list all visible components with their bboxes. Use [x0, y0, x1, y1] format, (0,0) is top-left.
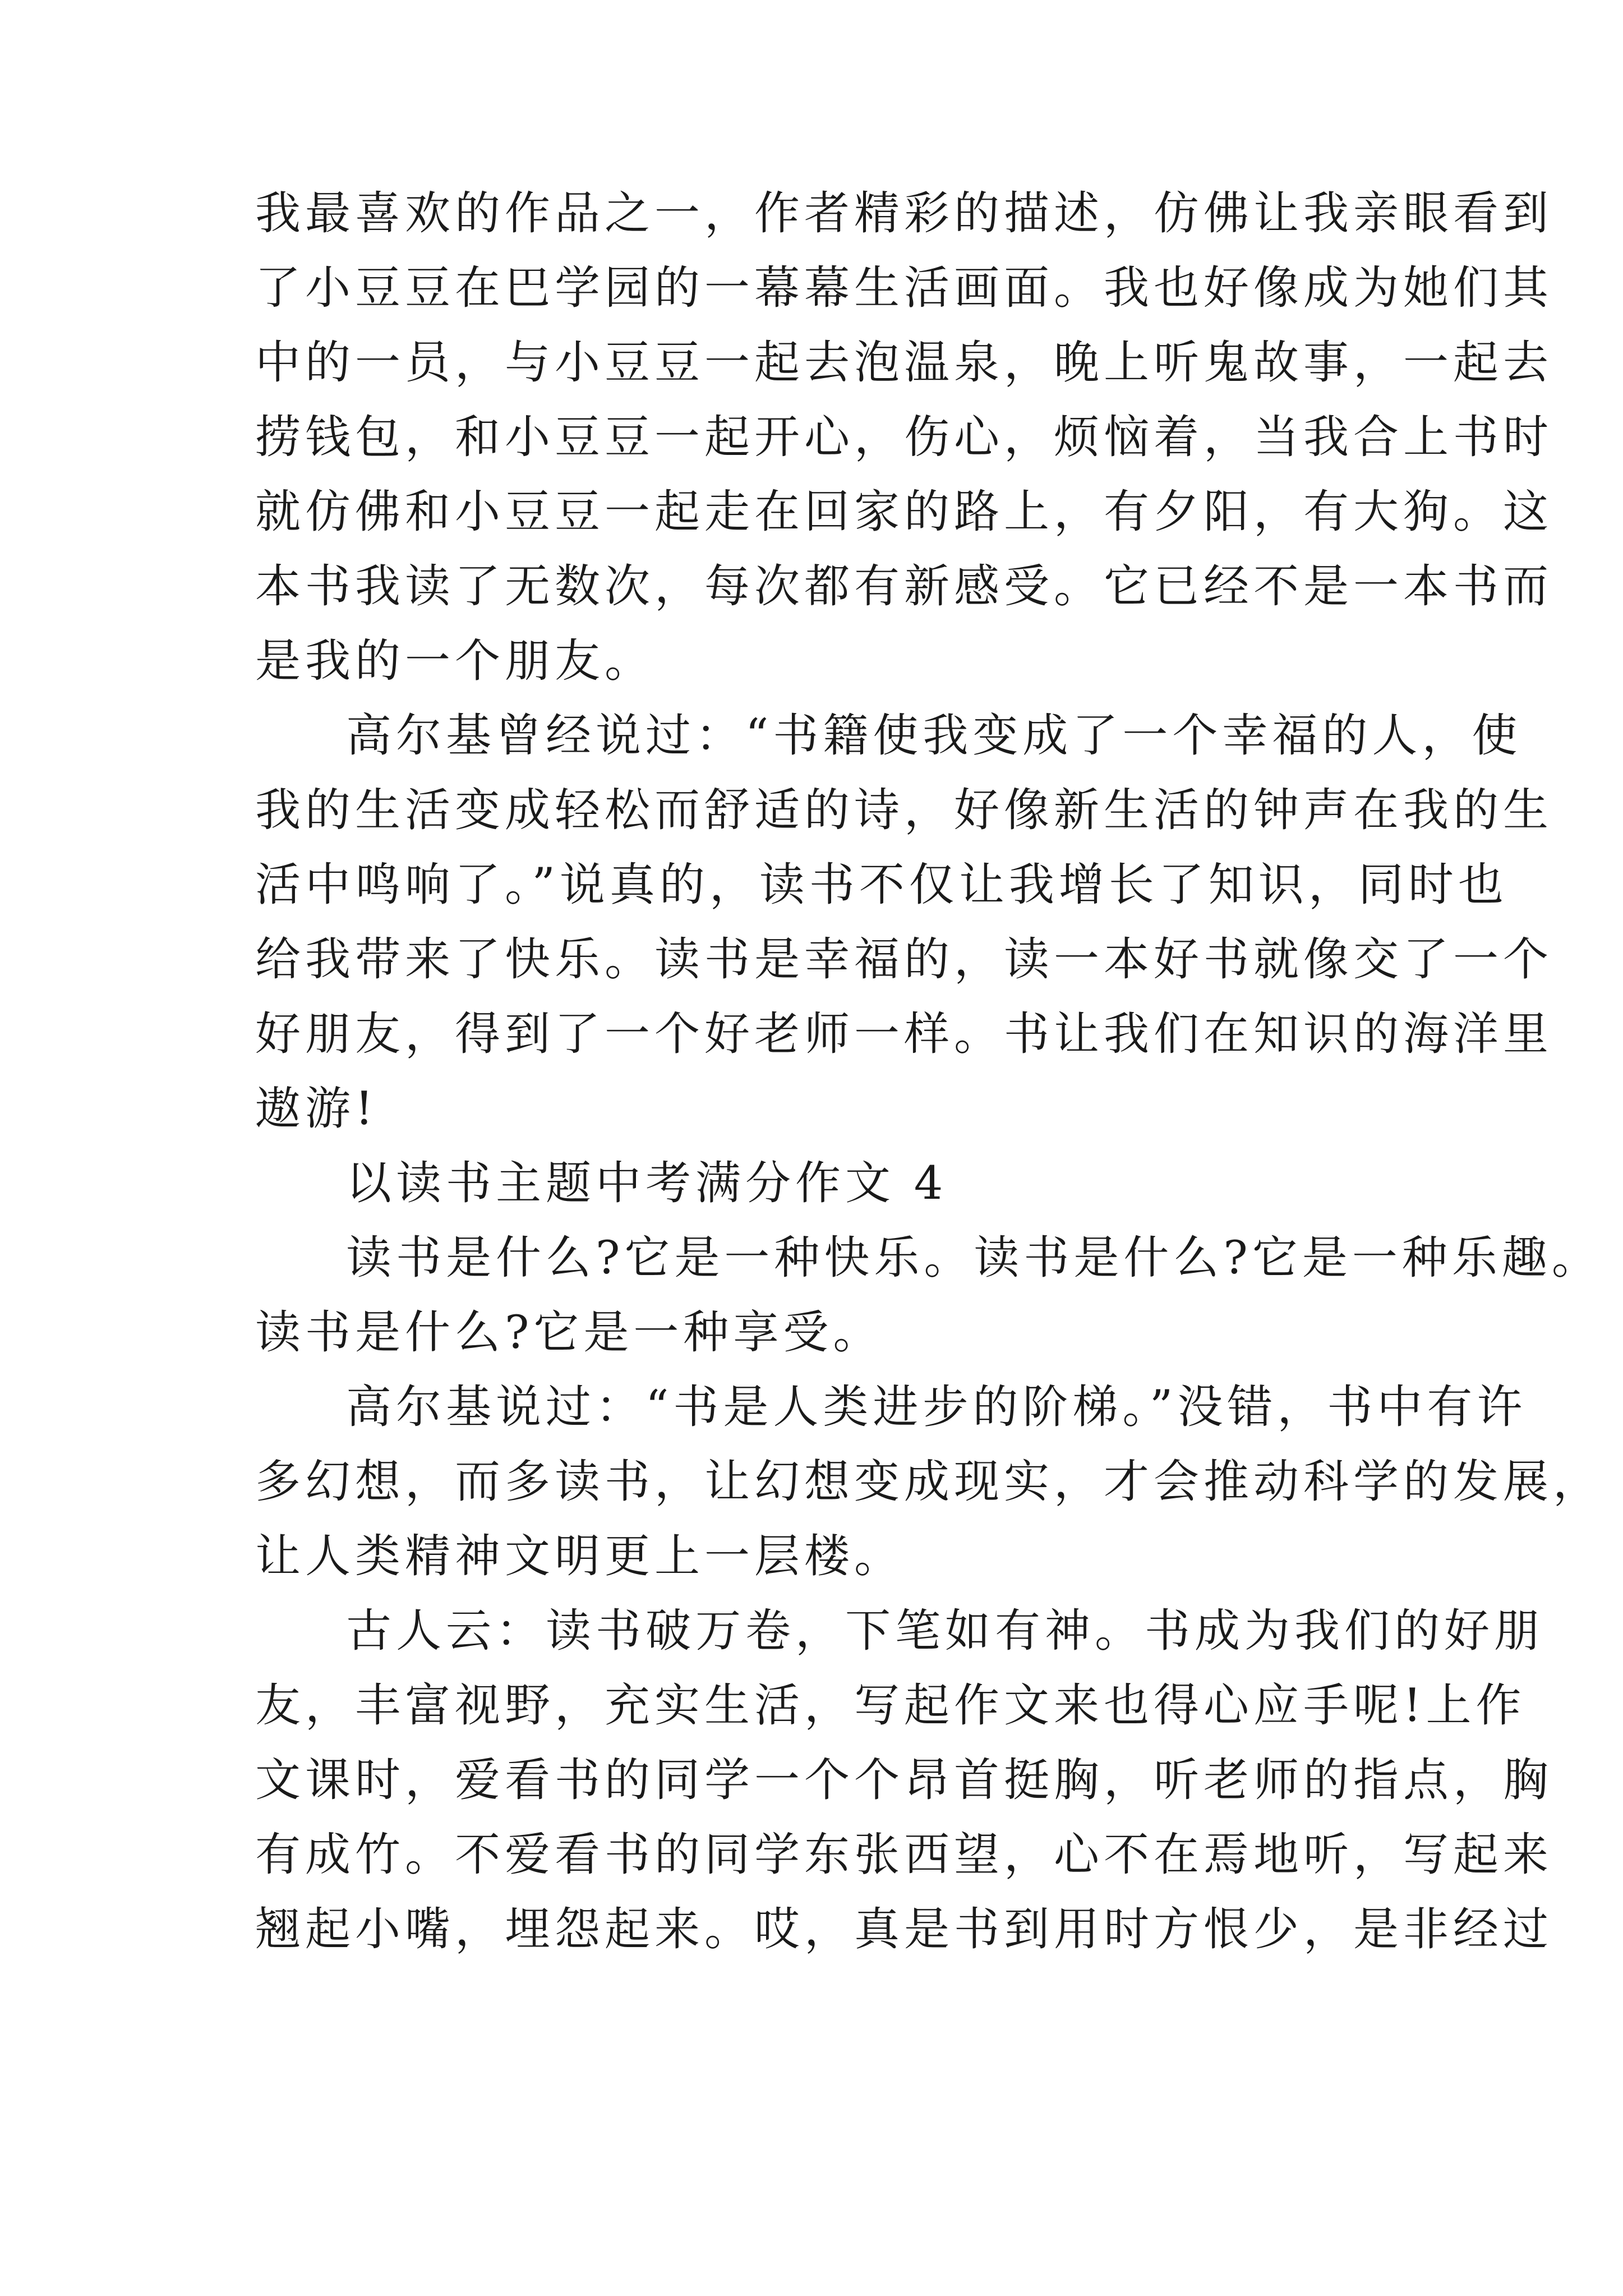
text-line: 本书我读了无数次，每次都有新感受。它已经不是一本书而 — [255, 560, 1553, 613]
paragraph — [255, 1594, 1553, 1967]
text-line: 文课时，爱看书的同学一个个昂首挺胸，听老师的指点，胸 — [255, 1754, 1553, 1807]
text-line: 遨游! — [255, 1083, 378, 1135]
text-line: 以读书主题中考满分作文 4 — [346, 1157, 948, 1210]
paragraph — [255, 177, 1553, 699]
document-body — [255, 177, 1603, 1967]
text-line: 有成竹。不爱看书的同学东张西望，心不在焉地听，写起来 — [255, 1829, 1553, 1881]
text-line: 高尔基曾经说过：“书籍使我变成了一个幸福的人，使 — [346, 710, 1522, 762]
text-line: 多幻想，而多读书，让幻想变成现实，才会推动科学的发展， — [255, 1456, 1603, 1508]
text-line: 给我带来了快乐。读书是幸福的，读一本好书就像交了一个 — [255, 933, 1553, 986]
text-line: 捞钱包，和小豆豆一起开心，伤心，烦恼着，当我合上书时 — [255, 411, 1553, 464]
text-line: 我最喜欢的作品之一，作者精彩的描述，仿佛让我亲眼看到 — [255, 187, 1553, 240]
paragraph — [255, 699, 1553, 1147]
text-line: 读书是什么?它是一种快乐。读书是什么?它是一种乐趣。 — [346, 1232, 1602, 1285]
text-line: 我的生活变成轻松而舒适的诗，好像新生活的钟声在我的生 — [255, 784, 1553, 837]
text-line: 翘起小嘴，埋怨起来。哎，真是书到用时方恨少，是非经过 — [255, 1903, 1553, 1956]
paragraph — [255, 1370, 1603, 1594]
text-line: 中的一员，与小豆豆一起去泡温泉，晚上听鬼故事，一起去 — [255, 337, 1553, 389]
text-line: 读书是什么?它是一种享受。 — [255, 1306, 883, 1359]
text-line: 高尔基说过：“书是人类进步的阶梯。”没错，书中有许 — [346, 1381, 1527, 1434]
section-heading — [255, 1147, 1399, 1221]
text-line: 活中鸣响了。”说真的，读书不仅让我增长了知识，同时也 — [255, 859, 1508, 912]
text-line: 了小豆豆在巴学园的一幕幕生活画面。我也好像成为她们其 — [255, 262, 1553, 315]
text-line: 古人云：读书破万卷，下笔如有神。书成为我们的好朋 — [346, 1605, 1544, 1658]
paragraph — [255, 1221, 1602, 1370]
text-line: 就仿佛和小豆豆一起走在回家的路上，有夕阳，有大狗。这 — [255, 486, 1553, 539]
text-line: 好朋友，得到了一个好老师一样。书让我们在知识的海洋里 — [255, 1008, 1553, 1061]
text-line: 友，丰富视野，充实生活，写起作文来也得心应手呢!上作 — [255, 1680, 1526, 1732]
text-line: 让人类精神文明更上一层楼。 — [255, 1530, 905, 1583]
text-line: 是我的一个朋友。 — [255, 635, 655, 688]
